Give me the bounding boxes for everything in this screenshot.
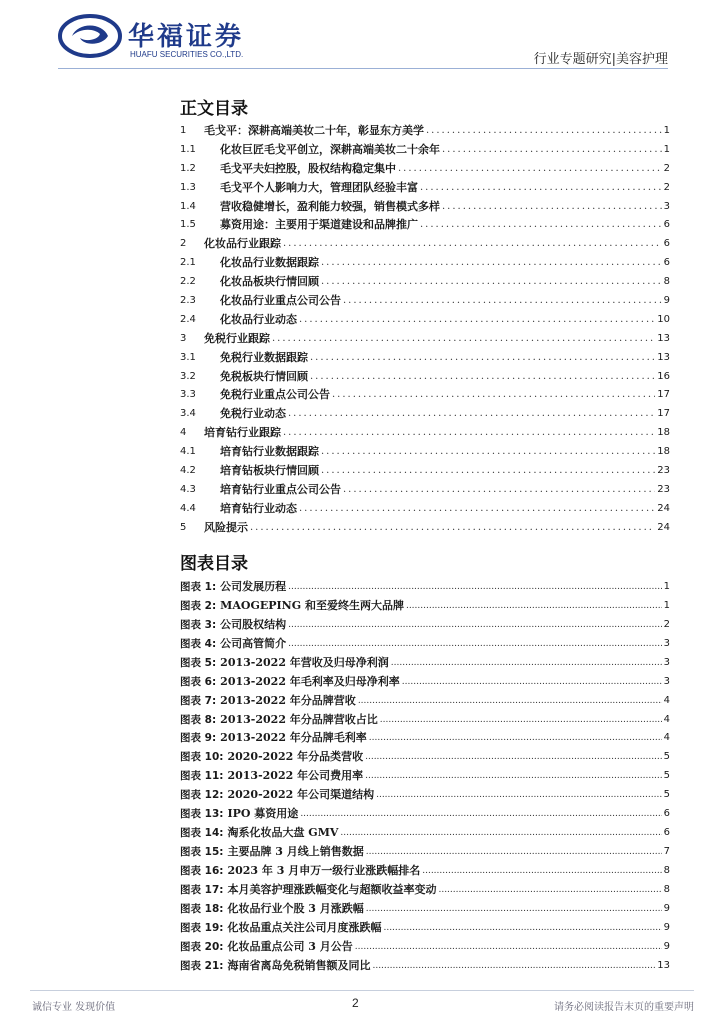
toc-leader-dots [283, 424, 655, 443]
figure-entry-label: 图表 18: [180, 902, 224, 915]
figure-entry-label: 图表 16: [180, 865, 224, 878]
toc-entry-number: 3.3 [180, 389, 196, 401]
toc-entry[interactable] [180, 443, 670, 462]
figure-list [180, 578, 670, 976]
figure-entry-page: 5 [663, 770, 670, 782]
toc-leader-dots [250, 519, 655, 538]
figure-entry-page: 6 [663, 827, 670, 839]
toc-leader-dots [321, 254, 662, 273]
huafu-logo-icon [58, 14, 122, 58]
toc-entry-title: 免税行业数据跟踪 [220, 350, 308, 364]
figure-entry-title: 化妆品行业个股 3 月涨跌幅 [227, 901, 364, 915]
figure-entry-label: 图表 8: [180, 713, 217, 726]
header-divider [58, 68, 668, 69]
figure-entry-title: 主要品牌 3 月线上销售数据 [227, 845, 364, 859]
toc-entry-page: 1 [663, 143, 670, 155]
figure-entry[interactable] [180, 862, 670, 881]
figure-entry-title: 本月美容护理涨跌幅变化与超额收益率变动 [227, 882, 437, 896]
logo-chinese-name: 华福证券 [128, 22, 245, 52]
toc-entry-page: 6 [663, 257, 670, 269]
figure-entry[interactable] [180, 635, 670, 654]
figure-entry-page: 1 [663, 580, 670, 592]
figure-entry-title: 公司股权结构 [220, 617, 287, 631]
figure-entry-page: 5 [663, 751, 670, 763]
toc-entry-number: 1.3 [180, 181, 196, 193]
toc-entry-title: 免税行业动态 [220, 407, 286, 421]
toc-entry[interactable] [180, 386, 670, 405]
toc-entry-page: 13 [657, 351, 670, 363]
toc-entry-page: 23 [657, 465, 670, 477]
toc-leader-dots [272, 330, 655, 349]
toc-entry-title: 毛戈平：深耕高端美妆二十年，彰显东方美学 [204, 123, 424, 137]
toc-entry-title: 免税行业重点公司公告 [220, 388, 330, 402]
table-of-contents [180, 122, 670, 538]
figure-leader-dots [300, 805, 661, 824]
figure-entry-page: 7 [663, 846, 670, 858]
figure-entry-label: 图表 21: [180, 959, 224, 972]
toc-entry-number: 2 [180, 238, 187, 250]
figure-entry-title: 2020-2022 年公司渠道结构 [227, 788, 375, 802]
figure-entry-page: 9 [663, 921, 670, 933]
figure-entry-label: 图表 3: [180, 618, 217, 631]
toc-entry[interactable] [180, 368, 670, 387]
figure-entry-title: 2013-2022 年公司费用率 [227, 769, 364, 783]
toc-entry-page: 18 [657, 427, 670, 439]
toc-entry-title: 化妆品行业数据跟踪 [220, 256, 319, 270]
toc-entry-number: 3.4 [180, 408, 196, 420]
toc-entry-title: 免税板块行情回顾 [220, 369, 308, 383]
toc-entry-number: 1.4 [180, 200, 196, 212]
figure-leader-dots [372, 957, 655, 976]
figure-entry-title: MAOGEPING 和至爱终生两大品牌 [220, 598, 404, 612]
figure-leader-dots [402, 673, 662, 692]
page-header [0, 0, 724, 80]
figure-entry[interactable] [180, 843, 670, 862]
toc-entry-number: 5 [180, 521, 187, 533]
figure-leader-dots [380, 711, 662, 730]
figure-entry-label: 图表 2: [180, 599, 217, 612]
figure-leader-dots [358, 692, 662, 711]
report-category: 行业专题研究|美容护理 [533, 52, 668, 67]
toc-entry-page: 9 [663, 295, 670, 306]
toc-entry[interactable] [180, 462, 670, 481]
toc-leader-dots [310, 368, 655, 387]
figure-entry[interactable] [180, 711, 670, 730]
toc-leader-dots [321, 273, 662, 292]
toc-entry-number: 3 [180, 332, 187, 344]
figure-leader-dots [383, 919, 661, 938]
toc-entry-page: 17 [657, 408, 670, 420]
figure-entry[interactable] [180, 692, 670, 711]
figure-leader-dots [422, 862, 661, 881]
toc-entry-number: 2.3 [180, 295, 196, 306]
toc-entry-title: 营收稳健增长，盈利能力较强，销售模式多样 [220, 199, 440, 213]
toc-entry-number: 3.1 [180, 351, 196, 363]
figures-heading: 图表目录 [180, 554, 248, 574]
figure-entry-label: 图表 15: [180, 846, 224, 859]
toc-entry-number: 1.2 [180, 162, 196, 174]
toc-entry-number: 3.2 [180, 370, 196, 382]
figure-entry-title: 2013-2022 年分品牌营收占比 [220, 712, 378, 726]
figure-entry-title: 化妆品重点公司 3 月公告 [227, 939, 353, 953]
figure-leader-dots [438, 881, 661, 900]
toc-entry-title: 培育钻行业数据跟踪 [220, 445, 319, 459]
toc-leader-dots [283, 235, 662, 254]
figure-entry-label: 图表 7: [180, 694, 217, 707]
toc-entry-page: 8 [663, 276, 670, 288]
figure-entry-title: 2013-2022 年分品牌毛利率 [220, 731, 367, 745]
toc-entry[interactable] [180, 235, 670, 254]
toc-entry[interactable] [180, 216, 670, 235]
toc-leader-dots [442, 141, 662, 160]
figure-entry[interactable] [180, 673, 670, 692]
figure-leader-dots [288, 616, 661, 635]
toc-entry-title: 化妆品行业重点公司公告 [220, 294, 341, 307]
toc-entry[interactable] [180, 141, 670, 160]
toc-entry-number: 1 [180, 124, 187, 136]
figure-leader-dots [366, 843, 662, 862]
toc-entry[interactable] [180, 292, 670, 311]
figure-entry[interactable] [180, 919, 670, 938]
figure-entry-label: 图表 17: [180, 883, 224, 896]
figure-entry-page: 8 [663, 865, 670, 877]
figure-entry-page: 3 [663, 637, 670, 649]
figure-entry-label: 图表 5: [180, 656, 217, 669]
toc-entry-number: 2.1 [180, 257, 196, 269]
toc-entry-title: 培育钻行业跟踪 [204, 426, 281, 440]
toc-entry-number: 4 [180, 427, 187, 439]
toc-entry-title: 化妆品行业动态 [220, 312, 297, 326]
figure-entry-label: 图表 1: [180, 580, 217, 593]
figure-entry[interactable] [180, 900, 670, 919]
toc-entry-title: 化妆巨匠毛戈平创立，深耕高端美妆二十余年 [220, 142, 440, 156]
toc-entry-page: 24 [657, 502, 670, 514]
toc-leader-dots [310, 349, 655, 368]
toc-leader-dots [299, 311, 655, 330]
company-logo [58, 14, 258, 62]
toc-entry-page: 13 [657, 332, 670, 344]
toc-leader-dots [332, 386, 655, 405]
toc-entry-page: 10 [657, 313, 670, 325]
figure-entry-page: 13 [657, 959, 670, 971]
toc-entry-number: 4.2 [180, 465, 196, 477]
toc-entry-number: 2.4 [180, 313, 196, 325]
toc-entry[interactable] [180, 519, 670, 538]
figure-entry[interactable] [180, 805, 670, 824]
figure-entry[interactable] [180, 957, 670, 976]
figure-entry[interactable] [180, 578, 670, 597]
figure-entry-label: 图表 12: [180, 789, 224, 802]
toc-entry[interactable] [180, 179, 670, 198]
figure-leader-dots [340, 824, 661, 843]
figure-entry-title: 海南省离岛免税销售额及同比 [227, 958, 371, 972]
toc-entry-page: 23 [657, 483, 670, 495]
figure-entry-label: 图表 10: [180, 751, 224, 764]
toc-entry-page: 6 [663, 238, 670, 250]
figure-leader-dots [288, 635, 661, 654]
figure-entry-page: 2 [663, 618, 670, 630]
toc-leader-dots [420, 216, 662, 235]
figure-entry[interactable] [180, 616, 670, 635]
toc-leader-dots [343, 292, 662, 311]
toc-entry-title: 风险提示 [204, 520, 248, 534]
toc-entry-page: 2 [663, 162, 670, 174]
toc-entry-page: 17 [657, 389, 670, 401]
toc-entry[interactable] [180, 349, 670, 368]
figure-entry-label: 图表 9: [180, 732, 217, 745]
toc-leader-dots [426, 122, 662, 141]
figure-leader-dots [391, 654, 662, 673]
figure-entry-page: 4 [663, 732, 670, 744]
toc-entry-title: 培育钻行业重点公司公告 [220, 482, 341, 496]
figure-entry[interactable] [180, 938, 670, 957]
toc-entry[interactable] [180, 160, 670, 179]
figure-entry[interactable] [180, 786, 670, 805]
figure-entry-page: 9 [663, 902, 670, 914]
figure-entry[interactable] [180, 748, 670, 767]
figure-entry-page: 9 [663, 940, 670, 952]
figure-entry-page: 4 [663, 713, 670, 725]
page-number: 2 [352, 996, 359, 1010]
figure-entry-label: 图表 13: [180, 808, 224, 821]
toc-entry-title: 免税行业跟踪 [204, 331, 270, 345]
figure-entry-title: IPO 募资用途 [227, 807, 299, 821]
figure-entry[interactable] [180, 654, 670, 673]
figure-entry-label: 图表 19: [180, 921, 224, 934]
figure-entry-title: 2013-2022 年分品牌营收 [220, 693, 356, 707]
figure-leader-dots [369, 729, 662, 748]
figure-entry[interactable] [180, 597, 670, 616]
toc-leader-dots [321, 462, 655, 481]
toc-entry[interactable] [180, 122, 670, 141]
figure-entry-page: 4 [663, 694, 670, 706]
figure-leader-dots [288, 578, 661, 597]
logo-english-name: HUAFU SECURITIES CO.,LTD. [130, 50, 244, 59]
footer-divider [30, 990, 694, 991]
toc-leader-dots [420, 179, 662, 198]
toc-entry-number: 4.3 [180, 483, 196, 495]
toc-leader-dots [321, 443, 655, 462]
figure-entry-title: 公司高管简介 [220, 636, 287, 650]
figure-entry-label: 图表 20: [180, 940, 224, 953]
toc-entry[interactable] [180, 424, 670, 443]
toc-entry[interactable] [180, 405, 670, 424]
toc-leader-dots [343, 481, 655, 500]
toc-entry-title: 募资用途：主要用于渠道建设和品牌推广 [220, 218, 418, 232]
toc-entry[interactable] [180, 481, 670, 500]
toc-entry[interactable] [180, 500, 670, 519]
figure-entry-page: 3 [663, 675, 670, 687]
figure-entry[interactable] [180, 881, 670, 900]
footer-disclaimer: 请务必阅读报告末页的重要声明 [554, 1002, 694, 1013]
figure-entry-title: 化妆品重点关注公司月度涨跌幅 [227, 920, 382, 934]
toc-entry-page: 2 [663, 181, 670, 193]
toc-entry[interactable] [180, 254, 670, 273]
figure-entry-title: 公司发展历程 [220, 579, 287, 593]
figure-leader-dots [366, 900, 662, 919]
toc-leader-dots [299, 500, 655, 519]
toc-entry-title: 化妆品行业跟踪 [204, 237, 281, 251]
figure-entry-title: 2013-2022 年营收及归母净利润 [220, 655, 389, 669]
toc-entry[interactable] [180, 330, 670, 349]
toc-heading: 正文目录 [180, 99, 248, 119]
figure-entry-title: 2020-2022 年分品类营收 [227, 750, 364, 764]
toc-entry-title: 毛戈平个人影响力大，管理团队经验丰富 [220, 180, 418, 194]
figure-entry-label: 图表 4: [180, 637, 217, 650]
toc-entry-number: 2.2 [180, 276, 196, 288]
toc-entry-title: 化妆品板块行情回顾 [220, 275, 319, 289]
figure-entry[interactable] [180, 730, 670, 749]
figure-leader-dots [406, 597, 662, 616]
figure-entry-page: 3 [663, 656, 670, 668]
figure-entry-title: 淘系化妆品大盘 GMV [227, 826, 339, 840]
figure-entry[interactable] [180, 767, 670, 786]
toc-entry-page: 1 [663, 124, 670, 136]
footer-slogan: 诚信专业 发现价值 [32, 1002, 116, 1013]
toc-entry-number: 1.1 [180, 143, 196, 155]
figure-entry-title: 2013-2022 年毛利率及归母净利率 [220, 674, 400, 688]
figure-entry-page: 1 [663, 599, 670, 611]
toc-leader-dots [442, 198, 662, 217]
toc-entry-title: 培育钻板块行情回顾 [220, 464, 319, 478]
figure-entry-label: 图表 14: [180, 827, 224, 840]
toc-entry-page: 3 [663, 200, 670, 212]
figure-leader-dots [376, 786, 662, 805]
figure-entry-label: 图表 11: [180, 770, 224, 783]
figure-leader-dots [355, 938, 662, 957]
toc-entry-page: 16 [657, 370, 670, 382]
toc-leader-dots [398, 160, 662, 179]
toc-entry-number: 1.5 [180, 219, 196, 231]
toc-entry-number: 4.4 [180, 502, 196, 514]
figure-leader-dots [365, 767, 662, 786]
toc-entry-title: 培育钻行业动态 [220, 501, 297, 515]
toc-entry-title: 毛戈平夫妇控股，股权结构稳定集中 [220, 161, 396, 175]
toc-entry[interactable] [180, 273, 670, 292]
toc-entry-page: 18 [657, 446, 670, 458]
toc-entry[interactable] [180, 198, 670, 217]
toc-entry-number: 4.1 [180, 446, 196, 458]
toc-entry-page: 24 [657, 521, 670, 533]
figure-entry-title: 2023 年 3 月申万一级行业涨跌幅排名 [227, 864, 421, 878]
figure-entry-label: 图表 6: [180, 675, 217, 688]
toc-leader-dots [288, 405, 655, 424]
figure-entry-page: 8 [663, 883, 670, 895]
toc-entry[interactable] [180, 311, 670, 330]
figure-leader-dots [365, 748, 662, 767]
figure-entry-page: 6 [663, 808, 670, 820]
figure-entry-page: 5 [663, 789, 670, 801]
figure-entry[interactable] [180, 824, 670, 843]
toc-entry-page: 6 [663, 219, 670, 231]
